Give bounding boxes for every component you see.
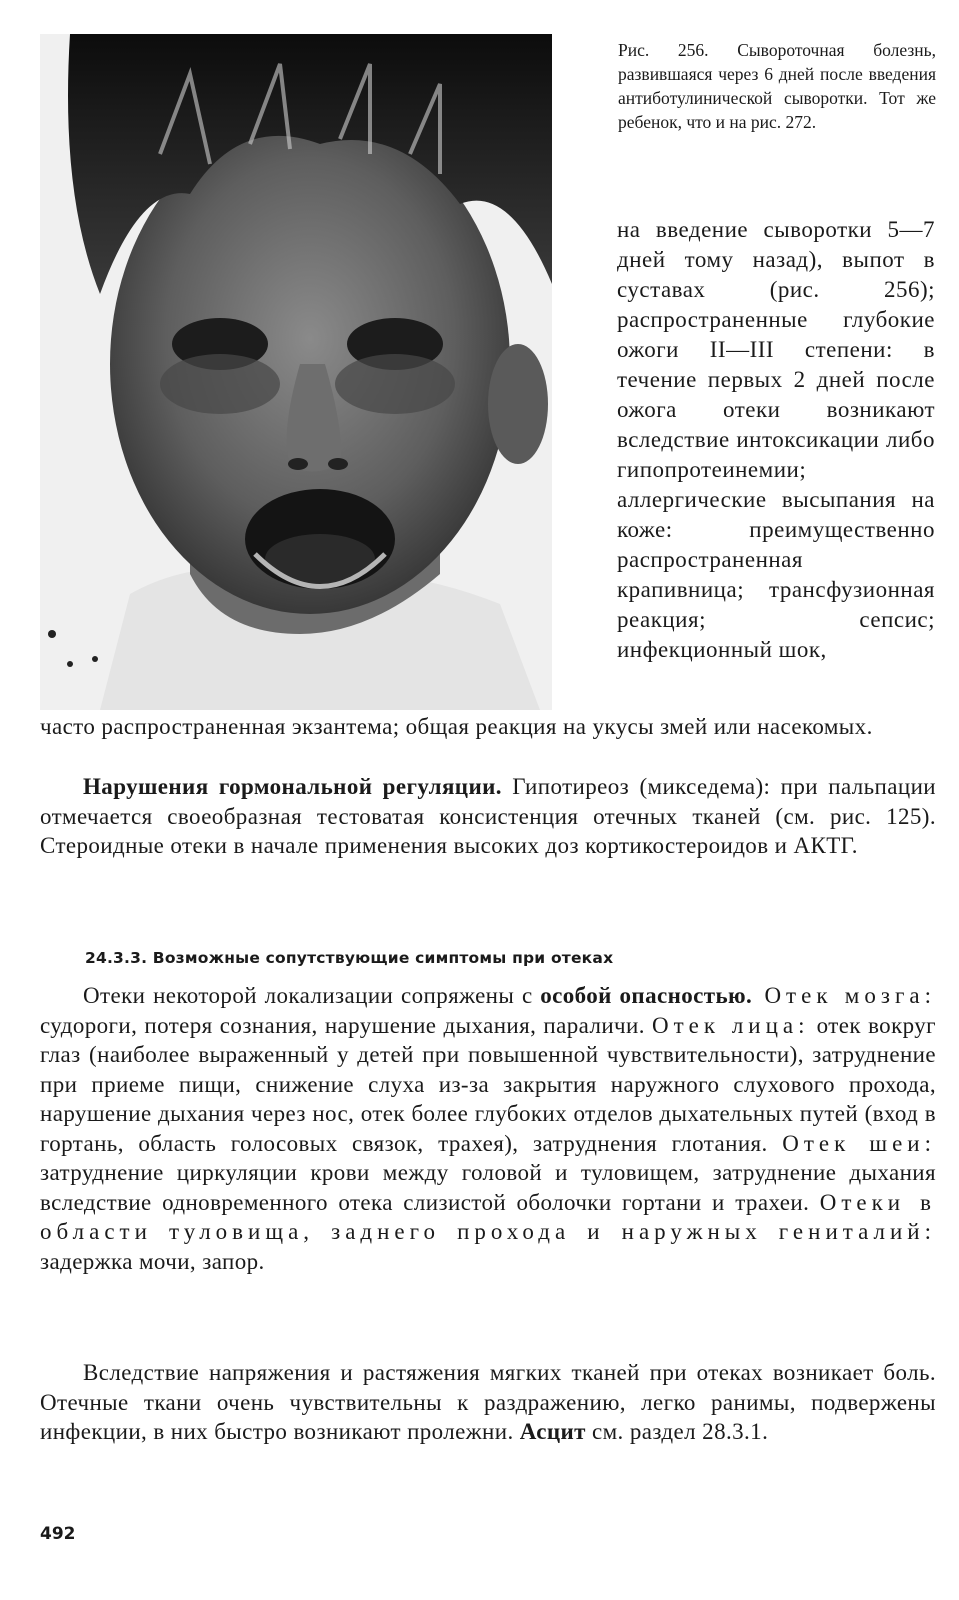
symptoms-spaced-neck: Отек шеи: (782, 1130, 936, 1156)
symptoms-paragraph (40, 981, 936, 1276)
hormonal-text: Гипотиреоз (микседема): при пальпации отмечается своеобразная тестоватая консистенция отечных тканей (см. рис. 125). Стероидные отеки в начале применения высоких доз кортикостероидов и АКТГ. (40, 774, 936, 858)
symptoms-text-3: отек вокруг глаз (наиболее выраженный у детей при повышенной чувствительности), затруднение при приеме пищи, снижение слуха из-за закрытия наружного слухового прохода, нарушение дыхания через нос, отек более глубоких отделов дыхательных путей (вход в гортань, область голосовых связок, трахея), затруднения глотания. (40, 1012, 936, 1156)
symptoms-text-5: задержка мочи, запор. (40, 1248, 265, 1274)
pain-paragraph (40, 1358, 936, 1447)
continuation-paragraph: часто распространенная экзантема; общая реакция на укусы змей или насекомых. (40, 714, 873, 739)
side-paragraph: на введение сыворотки 5—7 дней тому назад), выпот в суставах (рис. 256); распространенные глубокие ожоги II—III степени: в течение первых 2 дней после ожога отеки возникают вследствие интоксикации либо гипопротеинемии; аллергические высыпания на коже: преимущественно распространенная крапивница; трансфузионная реакция; сепсис; инфекционный шок, (617, 217, 935, 662)
patient-photo (40, 34, 552, 710)
symptoms-text-1: Отеки некоторой локализации сопряжены с (83, 983, 541, 1008)
hormonal-title: Нарушения гормональной регуляции. (83, 774, 502, 799)
symptoms-bold: особой опасностью. (540, 983, 753, 1008)
child-face-photo (40, 34, 552, 710)
symptoms-text-4: затруднение циркуляции крови между головой и туловищем, затруднение дыхания вследствие одновременного отека слизистой оболочки гортани и трахеи. (40, 1160, 936, 1215)
pain-ref: см. раздел 28.3.1. (585, 1419, 769, 1444)
pain-text: Вследствие напряжения и растяжения мягких тканей при отеках возникает боль. Отечные ткани очень чувствительны к раздражению, легко ранимы, подвержены инфекции, в них быстро возникают пролежни. (40, 1360, 936, 1444)
hormonal-paragraph (40, 772, 936, 861)
symptoms-text-2: судороги, потеря сознания, нарушение дыхания, параличи. (40, 1012, 653, 1038)
page-number: 492 (40, 1524, 76, 1544)
symptoms-spaced-brain: Отек мозга: (752, 983, 936, 1008)
pain-bold: Асцит (519, 1419, 586, 1444)
symptoms-spaced-trunk: Отеки в области туловища, заднего прохода и наружных гениталий: (40, 1189, 937, 1244)
figure-caption: Рис. 256. Сывороточная болезнь, развившаяся через 6 дней после введения антиботулинической сыворотки. Тот же ребенок, что и на рис. 272. (618, 40, 936, 132)
symptoms-spaced-face: Отек лица: (652, 1012, 810, 1038)
section-heading: 24.3.3. Возможные сопутствующие симптомы при отеках (85, 949, 614, 967)
